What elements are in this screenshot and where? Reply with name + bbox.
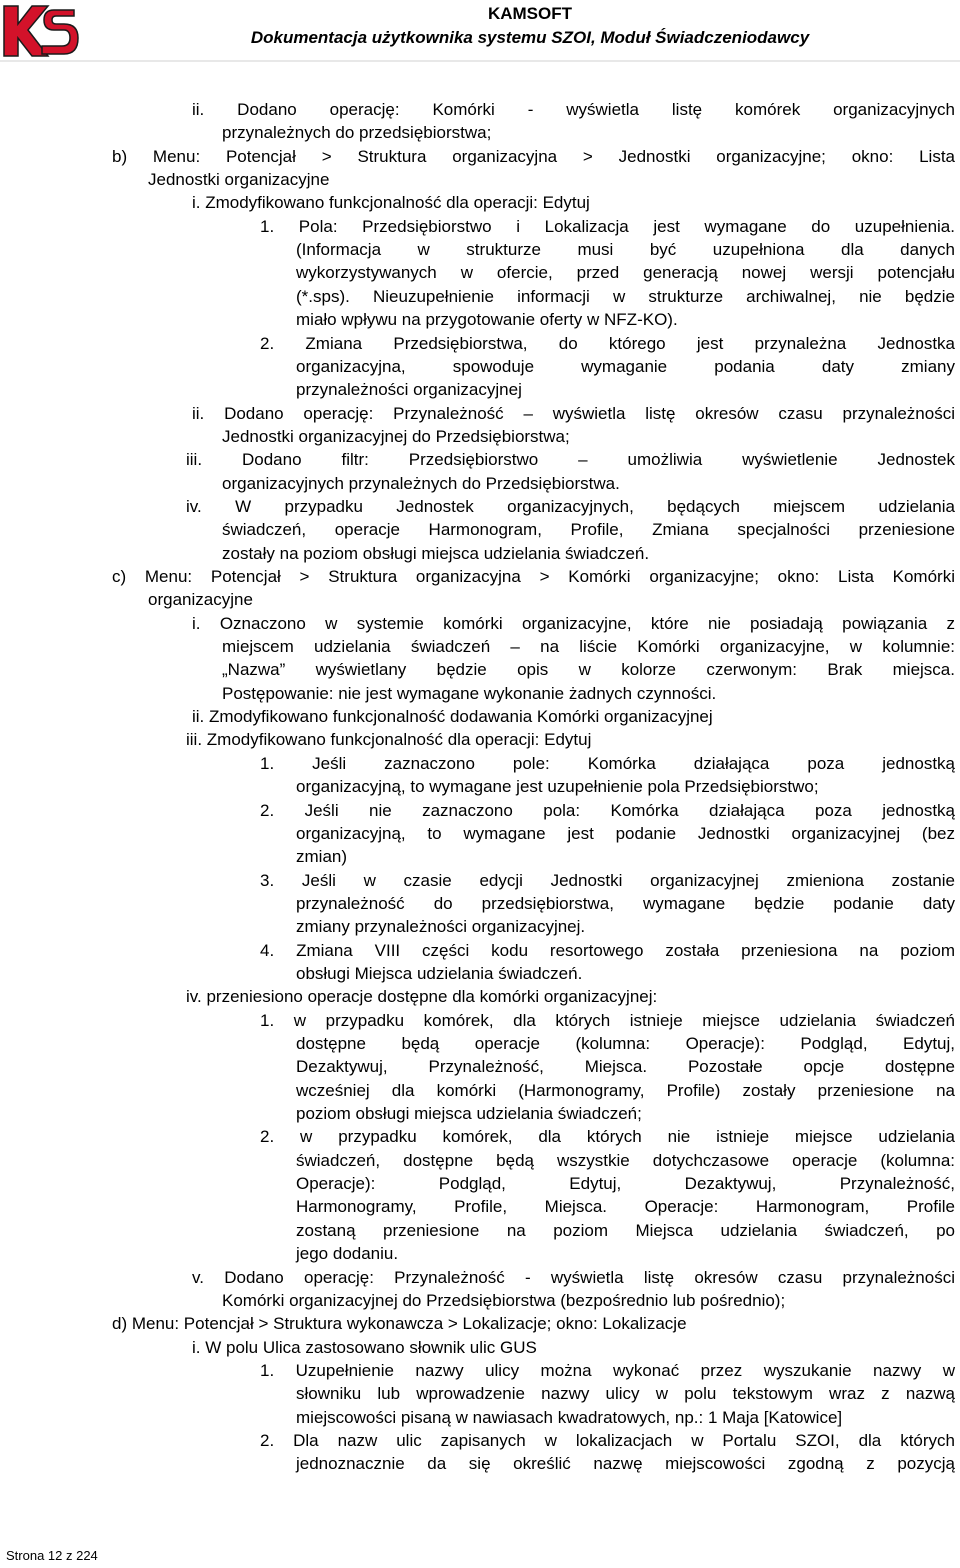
text-line: Komórki organizacyjnej do Przedsiębiorstwa (bezpośrednio lub pośrednio); [222, 1290, 786, 1310]
text-line: c) Menu: Potencjał > Struktura organizacyjna > Komórki organizacyjne; okno: Lista Komórki [112, 567, 955, 586]
text-line: Harmonogramy, Profile, Miejsca. Operacje: Harmonogram, Profile [296, 1197, 955, 1217]
text-line: iv. przeniesiono operacje dostępne dla komórki organizacyjnej: [186, 987, 658, 1007]
text-line: ii. Dodano operację: Komórki - wyświetla listę komórek organizacyjnych [192, 100, 955, 119]
text-line: iii. Dodano filtr: Przedsiębiorstwo – umożliwia wyświetlenie Jednostek [186, 450, 955, 470]
text-line: słowniku lub wprowadzenie nazwy ulicy w polu tekstowym wraz z nazwą [296, 1384, 955, 1404]
text-line: 3. Jeśli w czasie edycji Jednostki organizacyjnej zmieniona zostanie [260, 870, 955, 890]
text-line: przynależność do przedsiębiorstwa, wymagane będzie podanie daty [296, 893, 955, 913]
text-line: Jednostki organizacyjnej do Przedsiębiorstwa; [222, 426, 570, 446]
text-line: wykorzystywanych w ofercie, przed generacją nowej wersji potencjału [296, 263, 955, 283]
text-line: jego dodaniu. [296, 1244, 399, 1264]
text-line: Jednostki organizacyjne [148, 170, 330, 190]
text-line: iv. W przypadku Jednostek organizacyjnych, będących miejscem udzielania [186, 496, 955, 516]
text-line: świadczeń, dostępne będą wszystkie dotychczasowe operacje (kolumna: [296, 1150, 955, 1170]
text-line: 1. w przypadku komórek, dla których istnieje miejsce udzielania świadczeń [260, 1010, 955, 1030]
text-line: i. W polu Ulica zastosowano słownik ulic GUS [192, 1337, 537, 1357]
text-line: świadczeń, operacje Harmonogram, Profile, Zmiana specjalności przeniesione [222, 520, 955, 540]
text-line: „Nazwa” wyświetlany będzie opis w kolorze czerwonym: Brak miejsca. [222, 660, 955, 680]
text-line: i. Oznaczono w systemie komórki organizacyjne, które nie posiadają powiązania z [192, 613, 955, 633]
text-line: obsługi Miejsca udzielania świadczeń. [296, 963, 583, 983]
text-line: wcześniej dla komórki (Harmonogramy, Profile) zostały przeniesione na [296, 1080, 955, 1100]
text-line: b) Menu: Potencjał > Struktura organizacyjna > Jednostki organizacyjne; okno: Lista [112, 146, 955, 166]
text-line: dostępne będą operacje (kolumna: Operacje): Podgląd, Edytuj, [296, 1034, 955, 1053]
text-line: ii. Zmodyfikowano funkcjonalność dodawania Komórki organizacyjnej [192, 707, 713, 727]
text-line: Dezaktywuj, Przynależność, Miejsca. Pozostałe opcje dostępne [296, 1057, 955, 1077]
text-line: przynależności organizacyjnej [296, 380, 522, 400]
text-line: 2. Jeśli nie zaznaczono pola: Komórka działająca poza jednostką [260, 800, 955, 820]
text-line: 1. Jeśli zaznaczono pole: Komórka działająca poza jednostką [260, 753, 955, 773]
text-line: 1. Uzupełnienie nazwy ulicy można wykonać przez wyszukanie nazwy w [260, 1360, 955, 1380]
text-line: d) Menu: Potencjał > Struktura wykonawcza > Lokalizacje; okno: Lokalizacje [112, 1314, 687, 1334]
page-header [0, 0, 960, 62]
text-line: miało wpływu na przygotowanie oferty w NFZ-KO). [296, 310, 678, 330]
text-line: 1. Pola: Przedsiębiorstwo i Lokalizacja jest wymagane do uzupełnienia. [260, 216, 955, 236]
header-divider [0, 60, 960, 62]
text-line: organizacyjną, to wymagane jest podanie Jednostki organizacyjnej (bez [296, 823, 955, 843]
text-line: organizacyjne [148, 590, 253, 610]
text-line: miejscowości pisaną w nawiasach kwadratowych, np.: 1 Maja [Katowice] [296, 1407, 843, 1427]
text-line: v. Dodano operację: Przynależność - wyświetla listę okresów czasu przynależności [192, 1267, 955, 1287]
text-line: iii. Zmodyfikowano funkcjonalność dla operacji: Edytuj [186, 730, 592, 750]
text-line: 2. Zmiana Przedsiębiorstwa, do którego jest przynależna Jednostka [260, 333, 955, 353]
text-line: (*.sps). Nieuzupełnienie informacji w strukturze archiwalnej, nie będzie [296, 286, 955, 306]
text-line: zostaną przeniesione na poziom Miejsca udzielania świadczeń, po [296, 1220, 955, 1240]
text-line: zostały na poziom obsługi miejsca udzielania świadczeń. [222, 543, 650, 563]
text-line: 4. Zmiana VIII części kodu resortowego została przeniesiona na poziom [260, 940, 955, 960]
text-line: 2. Dla nazw ulic zapisanych w lokalizacjach w Portalu SZOI, dla których [260, 1430, 955, 1450]
text-line: organizacyjną, to wymagane jest uzupełnienie pola Przedsiębiorstwo; [296, 777, 819, 797]
text-line: i. Zmodyfikowano funkcjonalność dla operacji: Edytuj [192, 193, 590, 213]
company-title: KAMSOFT [487, 4, 573, 23]
text-line: organizacyjnych przynależnych do Przedsiębiorstwa. [222, 473, 620, 493]
document-subtitle: Dokumentacja użytkownika systemu SZOI, Moduł Świadczeniodawcy [250, 28, 810, 47]
text-line: poziom obsługi miejsca udzielania świadczeń; [296, 1104, 642, 1124]
text-line: miejscem udzielania świadczeń – na liście Komórki organizacyjne, w kolumnie: [222, 637, 955, 657]
text-line: organizacyjna, spowoduje wymaganie podania daty zmiany [296, 356, 955, 376]
text-line: jednoznacznie da się określić nazwę miejscowości zgodną z pozycją [296, 1454, 955, 1474]
page-number: Strona 12 z 224 [6, 1548, 98, 1563]
text-line: zmian) [296, 847, 348, 867]
text-line: Postępowanie: nie jest wymagane wykonanie żadnych czynności. [222, 683, 717, 703]
text-line: 2. w przypadku komórek, dla których nie istnieje miejsce udzielania [260, 1127, 955, 1147]
text-line: zmiany przynależności organizacyjnej. [296, 917, 586, 937]
text-line: (Informacja w strukturze musi być uzupełniona dla danych [296, 240, 955, 260]
text-line: Operacje): Podgląd, Edytuj, Dezaktywuj, Przynależność, [296, 1174, 955, 1194]
text-line: przynależnych do przedsiębiorstwa; [222, 123, 492, 143]
text-line: ii. Dodano operację: Przynależność – wyświetla listę okresów czasu przynależności [192, 403, 955, 423]
